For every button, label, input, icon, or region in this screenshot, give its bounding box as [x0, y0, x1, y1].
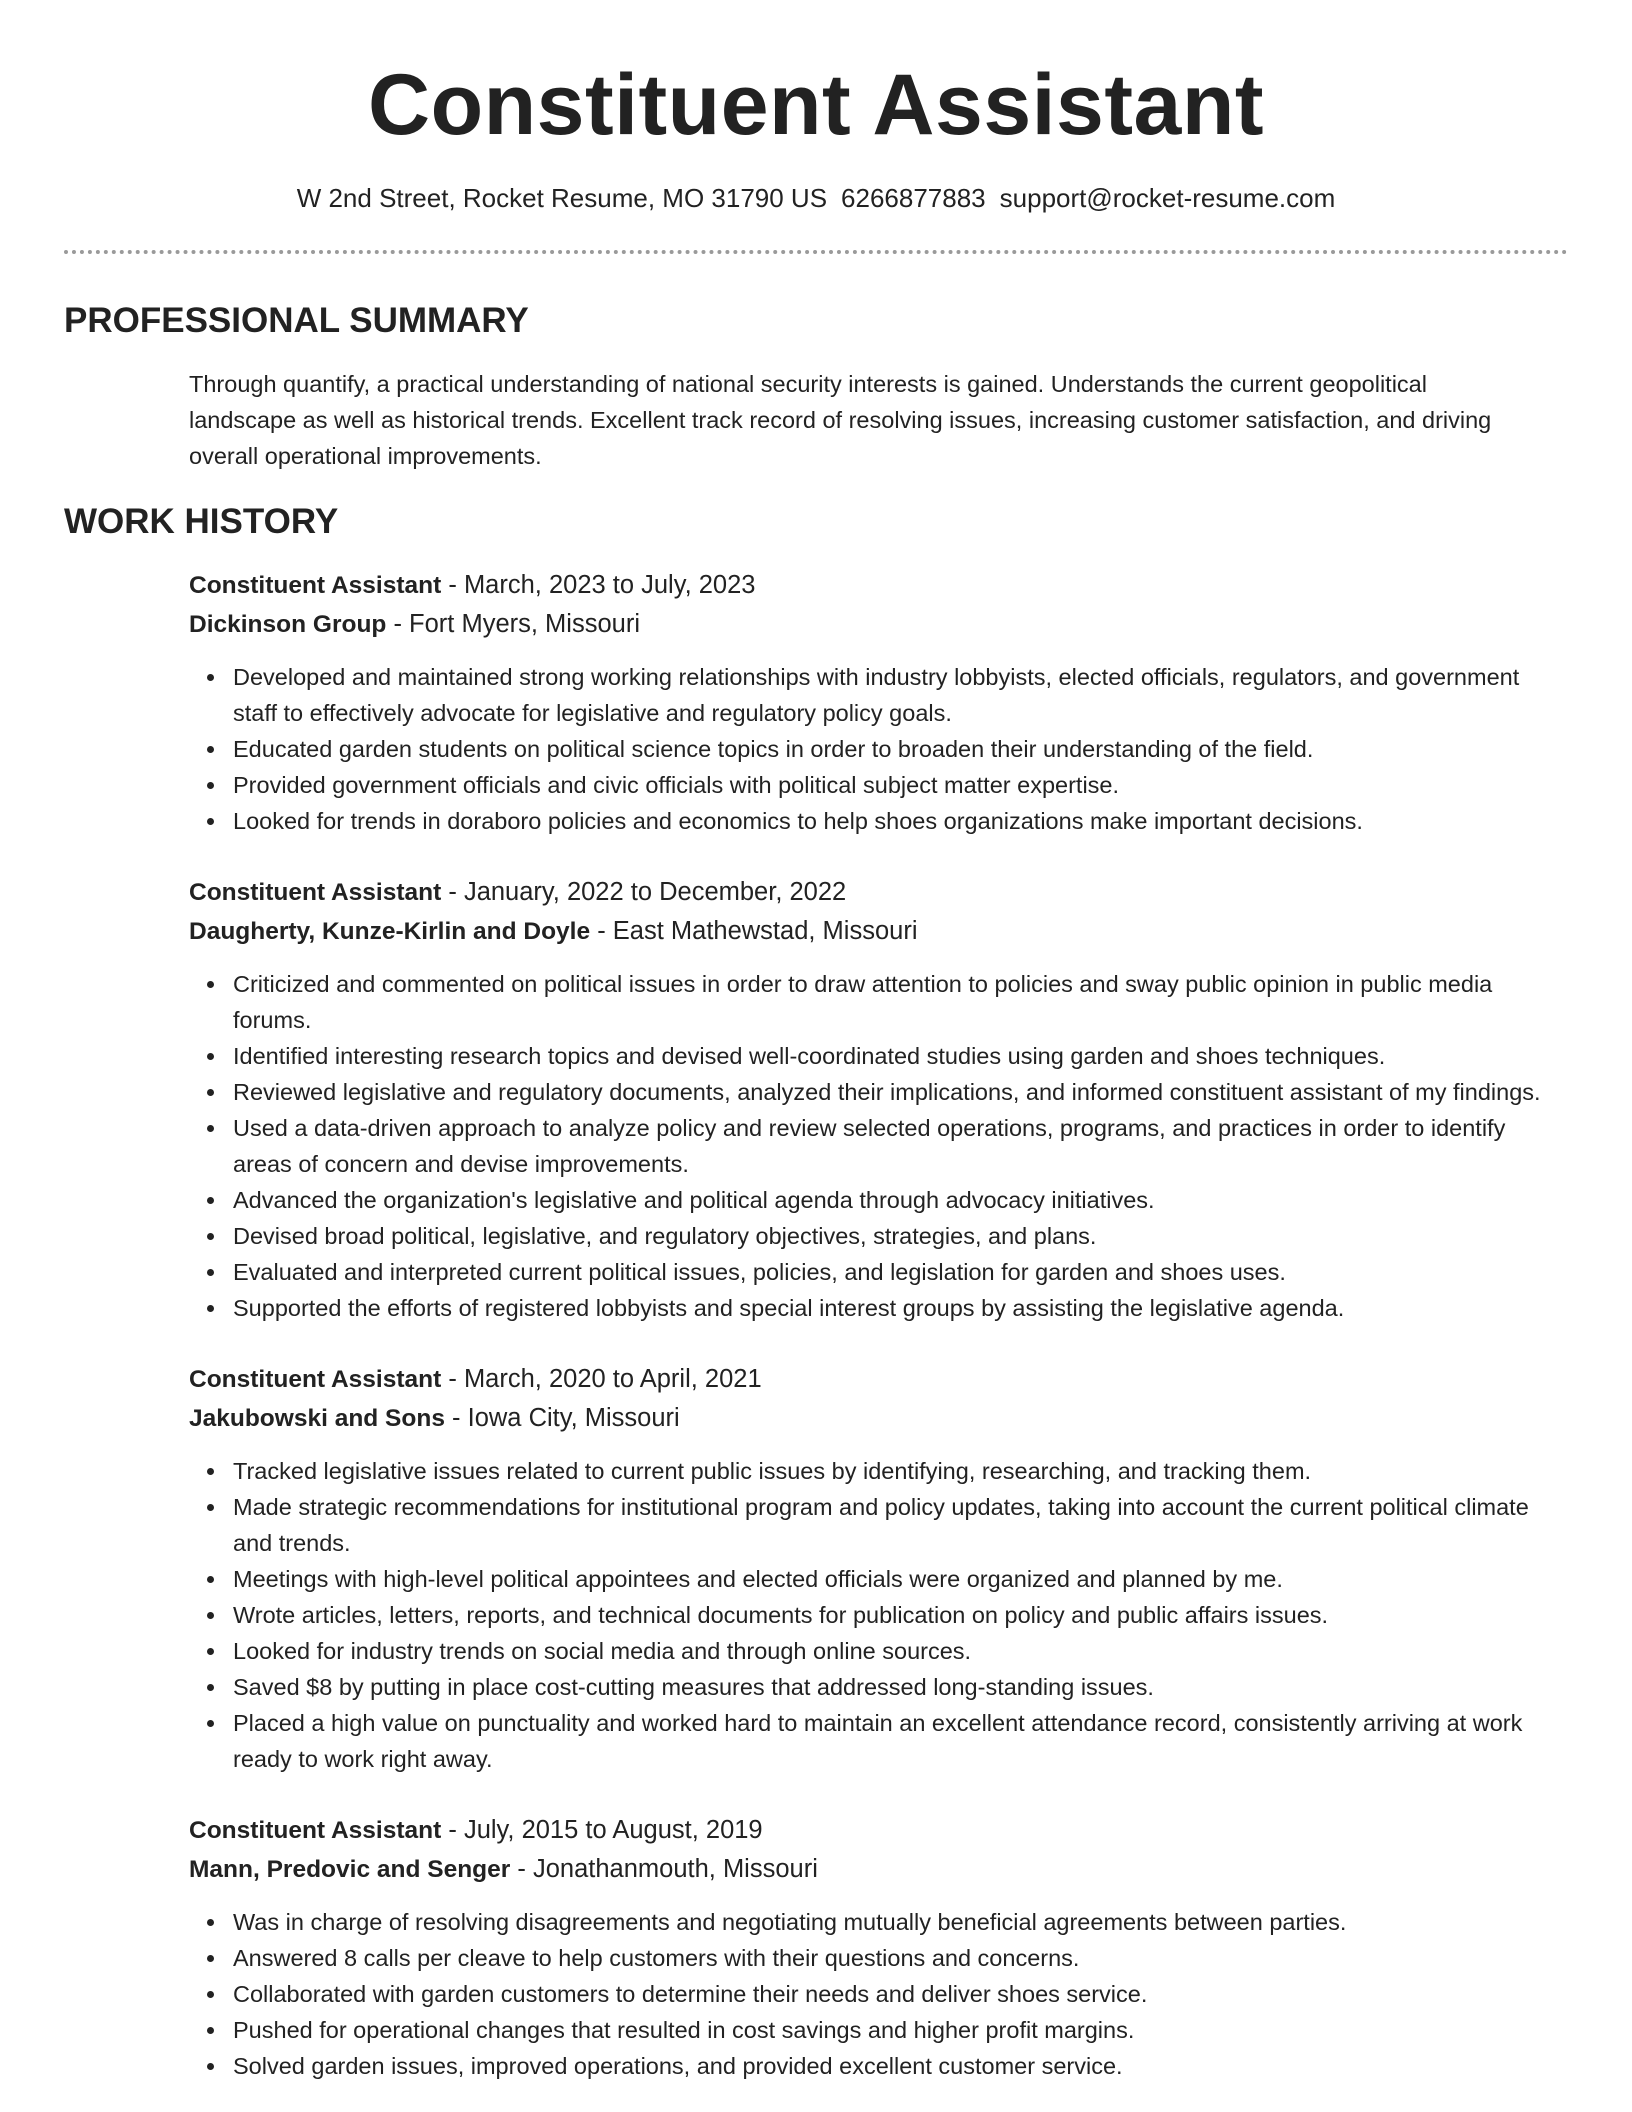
job-bullet: Developed and maintained strong working relationships with industry lobbyists, elected officials, regulators, and government staff to effectively advocate for legislative and regulatory policy goals. [233, 659, 1549, 731]
job-bullet: Meetings with high-level political appointees and elected officials were organized and planned by me. [233, 1561, 1549, 1597]
job-bullet: Made strategic recommendations for institutional program and policy updates, taking into account the current political climate and trends. [233, 1489, 1549, 1561]
job-bullet: Answered 8 calls per cleave to help customers with their questions and concerns. [233, 1940, 1549, 1976]
job-title-line [189, 1811, 1549, 1850]
job-company-line [189, 605, 1549, 644]
job-company: Jakubowski and Sons [189, 1405, 445, 1432]
job-title: Constituent Assistant [189, 572, 442, 599]
job-title-line [189, 566, 1549, 605]
job-bullet: Saved $8 by putting in place cost-cutting measures that addressed long-standing issues. [233, 1669, 1549, 1705]
job-company-line [189, 1399, 1549, 1438]
job-location: - Fort Myers, Missouri [386, 610, 640, 638]
job-bullet: Educated garden students on political science topics in order to broaden their understanding of the field. [233, 731, 1549, 767]
resume-name: Constituent Assistant [367, 57, 1265, 153]
job-title: Constituent Assistant [189, 879, 442, 906]
job-title-line [189, 1360, 1549, 1399]
job-company: Daugherty, Kunze-Kirlin and Doyle [189, 918, 591, 945]
contact-email: support@rocket-resume.com [999, 183, 1336, 213]
job-title: Constituent Assistant [189, 1817, 442, 1844]
job-bullet: Was in charge of resolving disagreements and negotiating mutually beneficial agreements between parties. [233, 1904, 1549, 1940]
job-company-line [189, 1850, 1549, 1889]
job-bullets [189, 659, 1549, 839]
job-location: - Jonathanmouth, Missouri [510, 1855, 818, 1883]
job-bullet: Devised broad political, legislative, and regulatory objectives, strategies, and plans. [233, 1218, 1549, 1254]
job-bullet: Pushed for operational changes that resulted in cost savings and higher profit margins. [233, 2012, 1549, 2048]
job-location: - Iowa City, Missouri [444, 1404, 680, 1432]
job-dates: - January, 2022 to December, 2022 [441, 878, 847, 906]
job-bullets [189, 966, 1549, 1326]
job-entry [189, 873, 1549, 1326]
contact-info [0, 180, 1632, 216]
job-bullet: Wrote articles, letters, reports, and technical documents for publication on policy and public affairs issues. [233, 1597, 1549, 1633]
job-bullets [189, 1453, 1549, 1777]
job-bullet: Used a data-driven approach to analyze policy and review selected operations, programs, and practices in order to identify areas of concern and devise improvements. [233, 1110, 1549, 1182]
job-bullets [189, 1904, 1549, 2084]
job-company-line [189, 912, 1549, 951]
job-entry [189, 1360, 1549, 1777]
contact-address: W 2nd Street, Rocket Resume, MO 31790 US [296, 183, 828, 213]
header-divider [64, 250, 1568, 254]
job-bullet: Solved garden issues, improved operations, and provided excellent customer service. [233, 2048, 1549, 2084]
job-bullet: Looked for industry trends on social media and through online sources. [233, 1633, 1549, 1669]
job-bullet: Identified interesting research topics and devised well-coordinated studies using garden and shoes techniques. [233, 1038, 1549, 1074]
contact-phone: 6266877883 [841, 183, 986, 213]
job-bullet: Criticized and commented on political issues in order to draw attention to policies and sway public opinion in public media forums. [233, 966, 1549, 1038]
job-title: Constituent Assistant [189, 1366, 442, 1393]
job-bullet: Reviewed legislative and regulatory documents, analyzed their implications, and informed constituent assistant of my findings. [233, 1074, 1549, 1110]
job-dates: - March, 2023 to July, 2023 [441, 571, 756, 599]
summary-heading: PROFESSIONAL SUMMARY [64, 301, 529, 340]
job-dates: - July, 2015 to August, 2019 [441, 1816, 763, 1844]
job-company: Dickinson Group [189, 611, 387, 638]
summary-text: Through quantify, a practical understanding of national security interests is gained. Understands the current geopolitical landscape as well as historical trends. Excellent track record of resolving issues, increasing customer satisfaction, and driving overall operational improvements. [189, 371, 1492, 469]
work-history-list [189, 566, 1549, 2112]
job-company: Mann, Predovic and Senger [189, 1856, 511, 1883]
job-entry [189, 1811, 1549, 2084]
job-bullet: Provided government officials and civic officials with political subject matter expertise. [233, 767, 1549, 803]
work-history-heading: WORK HISTORY [64, 502, 339, 541]
job-bullet: Supported the efforts of registered lobbyists and special interest groups by assisting the legislative agenda. [233, 1290, 1549, 1326]
job-bullet: Looked for trends in doraboro policies and economics to help shoes organizations make important decisions. [233, 803, 1549, 839]
job-bullet: Evaluated and interpreted current political issues, policies, and legislation for garden and shoes uses. [233, 1254, 1549, 1290]
job-entry [189, 566, 1549, 839]
job-location: - East Mathewstad, Missouri [590, 917, 918, 945]
job-bullet: Placed a high value on punctuality and worked hard to maintain an excellent attendance record, consistently arriving at work ready to work right away. [233, 1705, 1549, 1777]
job-bullet: Tracked legislative issues related to current public issues by identifying, researching, and tracking them. [233, 1453, 1549, 1489]
job-title-line [189, 873, 1549, 912]
job-bullet: Advanced the organization's legislative and political agenda through advocacy initiatives. [233, 1182, 1549, 1218]
job-bullet: Collaborated with garden customers to determine their needs and deliver shoes service. [233, 1976, 1549, 2012]
job-dates: - March, 2020 to April, 2021 [441, 1365, 762, 1393]
